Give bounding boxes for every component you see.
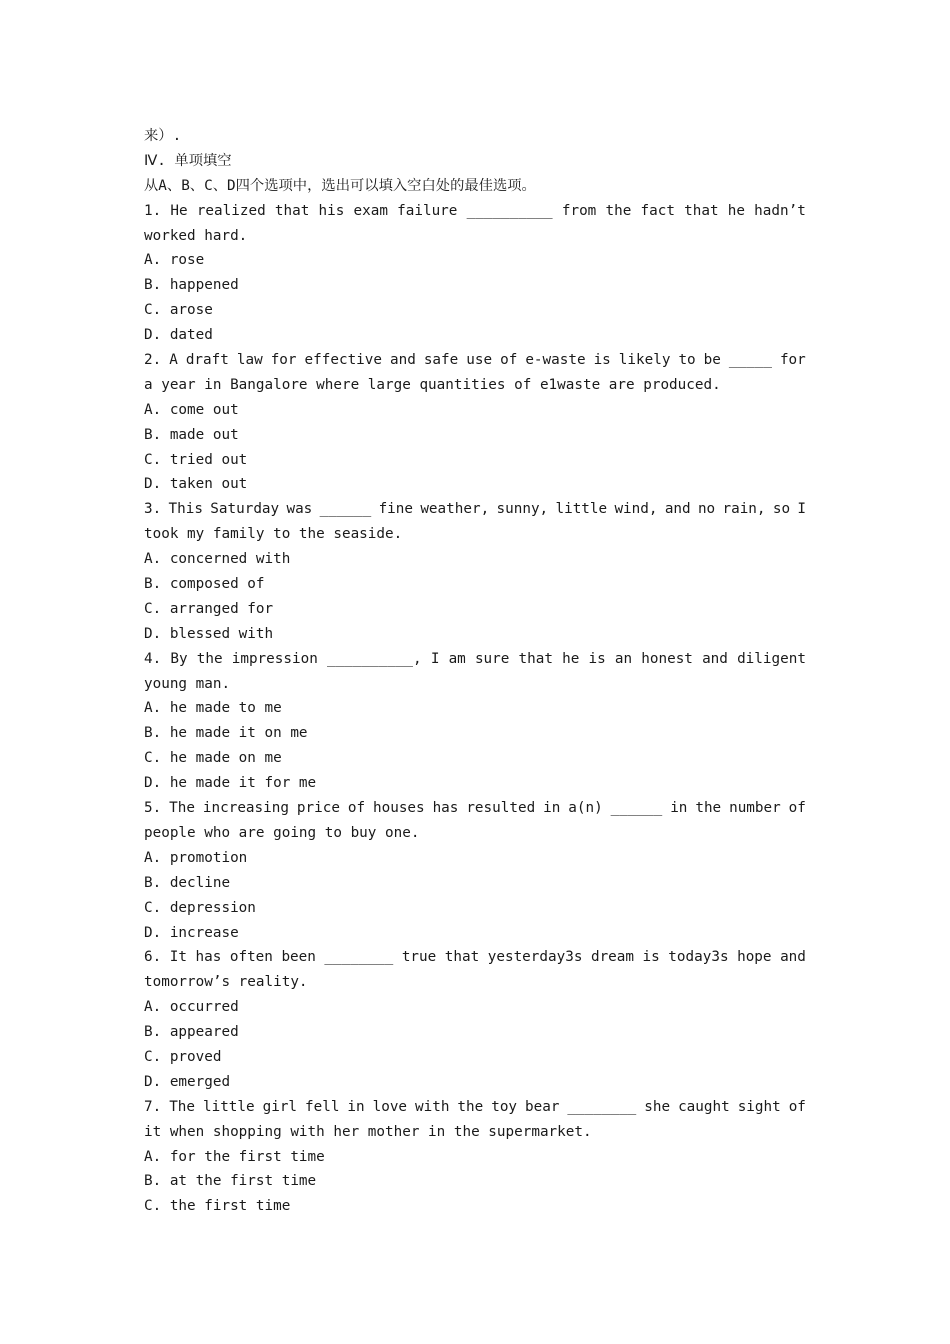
stem-word: yesterday3s [487,949,583,966]
stem-word: safe [423,352,459,369]
question-5 [144,796,806,945]
stem-word: price [296,800,340,817]
stem-word: fact [640,202,675,219]
stem-word: has [432,800,459,817]
stem-word: be [703,352,721,369]
stem-word: the [196,650,223,667]
stem-word: that [444,949,480,966]
question-stem-line2: it when shopping with her mother in the supermarket. [144,1123,592,1140]
stem-word: that [274,202,310,219]
stem-word: A [169,352,178,369]
stem-word: effective [304,352,382,369]
answer-option: B. at the first time [144,1173,317,1190]
stem-word: no [697,501,716,518]
question-stem-line2: young man. [144,675,231,692]
stem-word: increasing [202,800,289,817]
stem-word: love [372,1098,408,1115]
stem-word: hope [737,949,772,966]
stem-word: of [788,1098,806,1115]
stem-word: true [401,949,437,966]
stem-word: caught [678,1098,730,1115]
question-stem-line1 [144,796,806,821]
stem-word: of [500,352,518,369]
stem-word: girl [262,1098,298,1115]
question-1 [144,199,806,348]
stem-word: likely [618,352,671,369]
answer-option: C. arose [144,302,213,319]
carryover-text: 来）. [144,128,182,144]
section-title: Ⅳ. 单项填空 [144,152,232,169]
stem-word: use [466,352,493,369]
answer-option: B. he made it on me [144,725,308,742]
stem-word: little [202,1098,255,1115]
stem-word: an [614,650,633,667]
stem-word: he [727,202,745,219]
stem-word: am [448,650,466,667]
stem-word: hadn’t [754,202,806,219]
answer-option: D. taken out [144,476,248,493]
stem-word: Saturday [210,501,280,518]
answer-option: C. proved [144,1048,222,1065]
stem-word: This [168,501,203,518]
stem-word: bear [525,1098,560,1115]
stem-word: to [678,352,696,369]
question-list [144,199,806,1220]
stem-word: It [169,949,187,966]
question-2 [144,348,806,497]
stem-word: The [169,800,195,817]
stem-word: law [236,352,263,369]
answer-blank: __________ [466,202,553,219]
stem-word: I [430,650,440,667]
question-stem-line2: took my family to the seaside. [144,526,403,543]
stem-word: and [780,949,806,966]
answer-blank: ________ [567,1098,637,1115]
answer-blank: ________ [324,949,394,966]
instructions: 从A、B、C、D四个选项中，选出可以填入空白处的最佳选项。 [144,177,536,194]
answer-option: D. dated [144,327,213,344]
stem-word: in [347,1098,365,1115]
answer-option: D. he made it for me [144,775,317,792]
stem-word: is [588,650,606,667]
stem-word: the [457,1098,484,1115]
stem-word: draft [185,352,229,369]
stem-word: with [415,1098,450,1115]
answer-option: A. he made to me [144,700,282,717]
stem-word: 7. [144,1098,162,1115]
answer-option: D. blessed with [144,625,274,642]
stem-word: I [797,501,806,518]
question-stem-line2: tomorrow’s reality. [144,974,308,991]
stem-word: He [170,202,188,219]
stem-word: the [605,202,632,219]
question-7 [144,1095,806,1219]
answer-option: C. depression [144,899,256,916]
question-6 [144,945,806,1094]
stem-word: sure [474,650,510,667]
answer-option: C. tried out [144,451,248,468]
answer-option: A. for the first time [144,1148,325,1165]
stem-word: fine [378,501,414,518]
stem-word: and [664,501,691,518]
stem-word: impression [231,650,318,667]
answer-option: C. the first time [144,1198,291,1215]
stem-word: often [229,949,273,966]
answer-option: B. composed of [144,576,265,593]
answer-option: A. concerned with [144,551,291,568]
answer-option: C. he made on me [144,750,282,767]
stem-word: honest [641,650,693,667]
stem-word: in [543,800,561,817]
stem-word: for [779,352,806,369]
stem-word: wind, [614,501,658,518]
stem-word: exam [353,202,388,219]
answer-option: B. happened [144,277,239,294]
question-stem-line2: people who are going to buy one. [144,824,420,841]
question-stem-line2: worked hard. [144,227,248,244]
stem-word: the [695,800,722,817]
question-4 [144,647,806,796]
stem-word: for [270,352,297,369]
stem-word: 3. [144,501,162,518]
answer-option: A. rose [144,252,205,269]
stem-word: has [195,949,222,966]
question-stem-line1 [144,497,806,522]
stem-word: in [670,800,688,817]
stem-word: By [170,650,188,667]
stem-word: little [555,501,608,518]
stem-word: was [286,501,313,518]
stem-word: 2. [144,352,162,369]
stem-word: e-waste [525,352,586,369]
stem-word: is [642,949,660,966]
stem-word: fell [305,1098,340,1115]
answer-option: C. arranged for [144,600,274,617]
stem-word: of [347,800,366,817]
question-stem-line1 [144,199,806,224]
stem-word: The [169,1098,196,1115]
answer-option: A. come out [144,401,239,418]
stem-word: and [702,650,728,667]
stem-word: that [518,650,553,667]
stem-word: weather, [420,501,490,518]
answer-option: B. made out [144,426,239,443]
stem-word: from [561,202,597,219]
stem-word: his [318,202,345,219]
answer-option: D. increase [144,924,239,941]
answer-blank: _____ [728,352,772,369]
stem-word: sunny, [496,501,549,518]
stem-word: rain, [722,501,766,518]
stem-word: resulted [466,800,536,817]
stem-word: a(n) [568,800,603,817]
answer-option: A. promotion [144,849,248,866]
stem-word: 6. [144,949,162,966]
stem-word: today3s [668,949,729,966]
answer-blank: ______ [319,501,372,518]
question-stem-line1 [144,1095,806,1120]
question-stem-line1 [144,348,806,373]
stem-word: diligent [737,650,806,667]
stem-word: number [729,800,781,817]
stem-word: 4. [144,650,162,667]
stem-word: so [772,501,791,518]
stem-word: failure [397,202,458,219]
stem-word: houses [373,800,425,817]
answer-option: B. decline [144,874,231,891]
stem-word: 1. [144,202,162,219]
document-page [144,124,806,1219]
stem-word: 5. [144,800,162,817]
stem-word: of [788,800,806,817]
stem-word: realized [196,202,266,219]
stem-word: he [562,650,580,667]
question-stem-line1 [144,647,806,672]
question-3 [144,497,806,646]
stem-word: been [281,949,316,966]
stem-word: and [390,352,416,369]
stem-word: sight [737,1098,781,1115]
stem-word: she [644,1098,671,1115]
question-stem-line2: a year in Bangalore where large quantities of e1waste are produced. [144,376,721,393]
answer-option: B. appeared [144,1024,239,1041]
answer-blank: ______ [610,800,663,817]
question-stem-line1 [144,945,806,970]
answer-option: D. emerged [144,1073,231,1090]
stem-word: that [684,202,719,219]
answer-option: A. occurred [144,999,239,1016]
stem-word: is [593,352,611,369]
stem-word: toy [491,1098,518,1115]
stem-word: dream [590,949,635,966]
answer-blank: __________, [326,650,422,667]
